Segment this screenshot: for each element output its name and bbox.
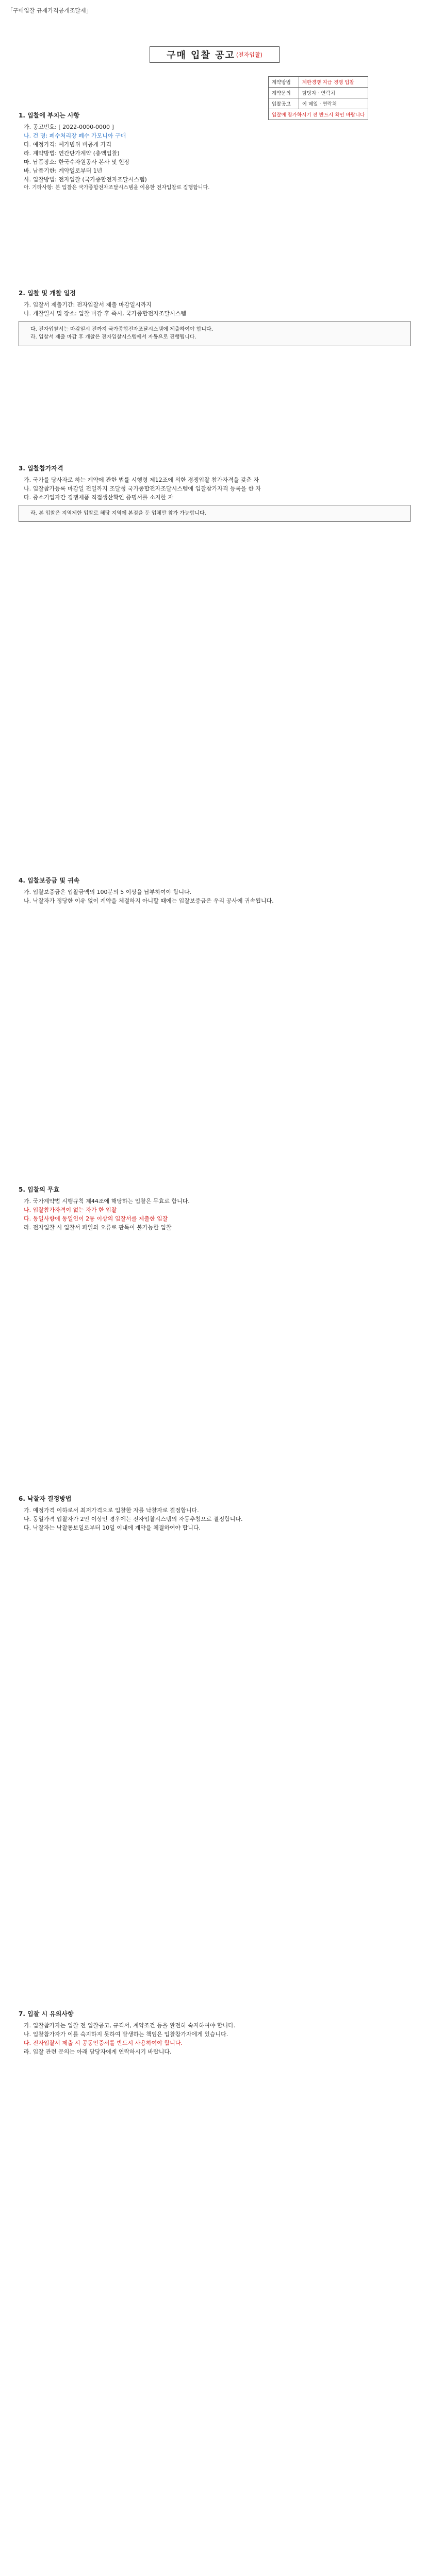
section-line: 나. 개찰일시 및 장소: 입찰 마감 후 즉시, 국가종합전자조달시스템 [24, 310, 186, 317]
section-line: 가. 예정가격 이하로서 최저가격으로 입찰한 자를 낙찰자로 결정합니다. [24, 1506, 199, 1514]
section-line: 마. 납품장소: 한국수자원공사 본사 및 현장 [24, 158, 130, 165]
section-line: 가. 국가계약법 시행규칙 제44조에 해당하는 입찰은 무효로 합니다. [24, 1197, 190, 1205]
section-line: 나. 입찰참가자가 이를 숙지하지 못하여 발생하는 책임은 입찰참가자에게 있습니다. [24, 2030, 228, 2038]
header-note: 「구매입찰 규제가격공개조달제」 [7, 7, 92, 14]
section-line: 가. 입찰서 제출기간: 전자입찰서 제출 마감일시까지 [24, 301, 152, 308]
contact-row [269, 88, 368, 98]
section-title: 5. 입찰의 무효 [19, 1186, 60, 1193]
section-title: 4. 입찰보증금 및 귀속 [19, 877, 80, 884]
section-line: 나. 입찰참가등록 마감일 전일까지 조달청 국가종합전자조달시스템에 입찰참가자격 등록을 한 자 [24, 485, 261, 492]
section-5 [19, 1185, 411, 1232]
contact-label: 계약문의 [269, 88, 299, 98]
announcement-title [150, 46, 280, 63]
section-line: 아. 기타사항: 본 입찰은 국가종합전자조달시스템을 이용한 전자입찰로 집행합니다. [24, 184, 210, 191]
section-1 [19, 111, 411, 192]
section-line: 라. 입찰 관련 문의는 아래 담당자에게 연락하시기 바랍니다. [24, 2048, 172, 2055]
section-line: 라. 계약방법: 연간단가계약 (총액입찰) [24, 149, 120, 157]
section-line: 라. 전자입찰 시 입찰서 파일의 오류로 판독이 불가능한 입찰 [24, 1224, 172, 1231]
section-4 [19, 876, 411, 905]
section-line: 다. 동일사항에 동일인이 2통 이상의 입찰서를 제출한 입찰 [24, 1215, 168, 1222]
section-line: 다. 중소기업자간 경쟁제품 직접생산확인 증명서를 소지한 자 [24, 494, 174, 501]
title-sub: (전자입찰) [236, 52, 263, 58]
contact-value: 담당자 · 연락처 [299, 88, 368, 98]
contact-value: 제한경쟁 지급 경쟁 입찰 [299, 77, 368, 88]
section-line: 다. 전자입찰서 제출 시 공동인증서를 반드시 사용하여야 합니다. [24, 2039, 183, 2046]
section-line: 라. 본 입찰은 지역제한 입찰로 해당 지역에 본점을 둔 업체만 참가 가능합니다. [30, 510, 206, 516]
section-line: 나. 건 명: 폐수처리장 폐수 가모니아 구매 [24, 132, 126, 139]
section-line: 가. 국가를 당사자로 하는 계약에 관한 법률 시행령 제12조에 의한 경쟁입찰 참가자격을 갖춘 자 [24, 476, 259, 483]
section-title: 3. 입찰참가자격 [19, 465, 63, 472]
title-main: 구매 입찰 공고 [167, 50, 235, 61]
contact-value: 이 메일 · 연락처 [299, 98, 368, 109]
contact-label: 계약방법 [269, 77, 299, 88]
contact-row [269, 98, 368, 109]
contact-note: 입찰에 참가하시기 전 반드시 확인 바랍니다 [269, 109, 368, 120]
section-line: 다. 예정가격: 예가범위 비공개 가격 [24, 141, 111, 148]
section-line: 다. 전자입찰서는 마감일시 전까지 국가종합전자조달시스템에 제출하여야 합니다. [30, 326, 213, 332]
section-line: 가. 공고번호: [ 2022-0000-0000 ] [24, 123, 114, 130]
section-6 [19, 1494, 411, 1532]
section-line: 나. 입찰참가자격이 없는 자가 한 입찰 [24, 1206, 117, 1213]
section-line: 다. 낙찰자는 낙찰통보일로부터 10일 이내에 계약을 체결하여야 합니다. [24, 1524, 201, 1531]
section-line: 가. 입찰보증금은 입찰금액의 100분의 5 이상을 납부하여야 합니다. [24, 888, 192, 895]
contact-label: 입찰공고 [269, 98, 299, 109]
section-line: 바. 납품기한: 계약일로부터 1년 [24, 167, 103, 174]
section-title: 6. 낙찰자 결정방법 [19, 1495, 72, 1502]
section-line: 라. 입찰서 제출 마감 후 개찰은 전자입찰시스템에서 자동으로 진행됩니다. [30, 334, 196, 341]
schedule-box [19, 321, 411, 346]
section-line: 나. 동일가격 입찰자가 2인 이상인 경우에는 전자입찰시스템의 자동추첨으로 결정합니다. [24, 1515, 243, 1522]
section-3 [19, 464, 411, 525]
contact-row [269, 77, 368, 88]
section-line: 가. 입찰참가자는 입찰 전 입찰공고, 규격서, 계약조건 등을 완전히 숙지하여야 합니다. [24, 2022, 236, 2029]
section-2 [19, 289, 411, 349]
section-7 [19, 2009, 411, 2056]
section-title: 7. 입찰 시 유의사항 [19, 2010, 74, 2018]
section-title: 2. 입찰 및 개찰 일정 [19, 290, 76, 297]
section-line: 사. 입찰방법: 전자입찰 (국가종합전자조달시스템) [24, 176, 147, 183]
section-title: 1. 입찰에 부치는 사항 [19, 112, 80, 119]
section-line: 나. 낙찰자가 정당한 이유 없이 계약을 체결하지 아니할 때에는 입찰보증금은 우리 공사에 귀속됩니다. [24, 897, 274, 904]
eligibility-box [19, 505, 411, 522]
